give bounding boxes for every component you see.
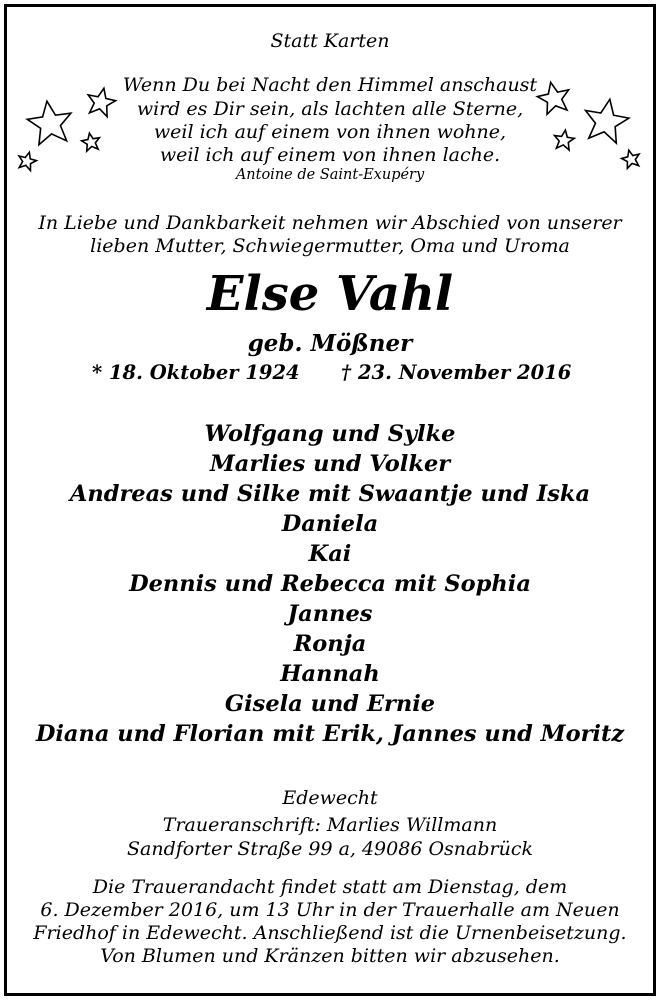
- notice-line-3: Friedhof in Edewecht. Anschließend ist die Urnenbeisetzung.: [33, 922, 627, 944]
- star-icon: [22, 98, 78, 148]
- star-icon: [552, 128, 576, 152]
- star-icon: [80, 131, 102, 153]
- family-member: Gisela und Ernie: [224, 691, 436, 717]
- family-member: Diana und Florian mit Erik, Jannes und Moritz: [35, 721, 625, 747]
- poem-line-2: wird es Dir sein, als lachten alle Sterne,: [136, 98, 524, 120]
- intro-line-2: lieben Mutter, Schwiegermutter, Oma und Uroma: [90, 235, 570, 257]
- family-member: Andreas und Silke mit Swaantje und Iska: [69, 481, 591, 507]
- family-member: Marlies und Volker: [209, 451, 451, 477]
- poem-line-4: weil ich auf einem von ihnen lache.: [159, 144, 501, 166]
- family-member: Wolfgang und Sylke: [204, 421, 456, 447]
- star-icon: [578, 96, 634, 146]
- star-icon: [84, 86, 118, 118]
- family-member: Kai: [308, 541, 352, 567]
- notice-line-1: Die Trauerandacht findet statt am Dienstag, dem: [92, 876, 568, 898]
- address-line-1: Traueranschrift: Marlies Willmann: [162, 814, 498, 836]
- deceased-name: Else Vahl: [206, 266, 454, 322]
- family-member: Hannah: [280, 661, 380, 687]
- poem-line-1: Wenn Du bei Nacht den Himmel anschaust: [122, 74, 538, 96]
- poem-author: Antoine de Saint-Exupéry: [235, 167, 425, 183]
- star-icon: [534, 80, 574, 116]
- notice-line-4: Von Blumen und Kränzen bitten wir abzusehen.: [100, 945, 560, 967]
- family-member: Dennis und Rebecca mit Sophia: [129, 571, 531, 597]
- address-line-2: Sandforter Straße 99 a, 49086 Osnabrück: [127, 838, 533, 860]
- place: Edewecht: [282, 787, 378, 809]
- intro-line-1: In Liebe und Dankbarkeit nehmen wir Abschied von unserer: [38, 212, 622, 234]
- family-member: Daniela: [281, 511, 379, 537]
- star-icon: [620, 148, 642, 170]
- family-member: Jannes: [287, 601, 373, 627]
- statt-karten: Statt Karten: [270, 30, 390, 52]
- poem-line-3: weil ich auf einem von ihnen wohne,: [153, 121, 507, 143]
- maiden-name: geb. Mößner: [247, 330, 413, 357]
- star-icon: [16, 150, 38, 172]
- death-date: † 23. November 2016: [341, 361, 572, 384]
- family-member: Ronja: [293, 631, 367, 657]
- birth-date: * 18. Oktober 1924: [92, 361, 300, 384]
- notice-line-2: 6. Dezember 2016, um 13 Uhr in der Trauerhalle am Neuen: [40, 899, 620, 921]
